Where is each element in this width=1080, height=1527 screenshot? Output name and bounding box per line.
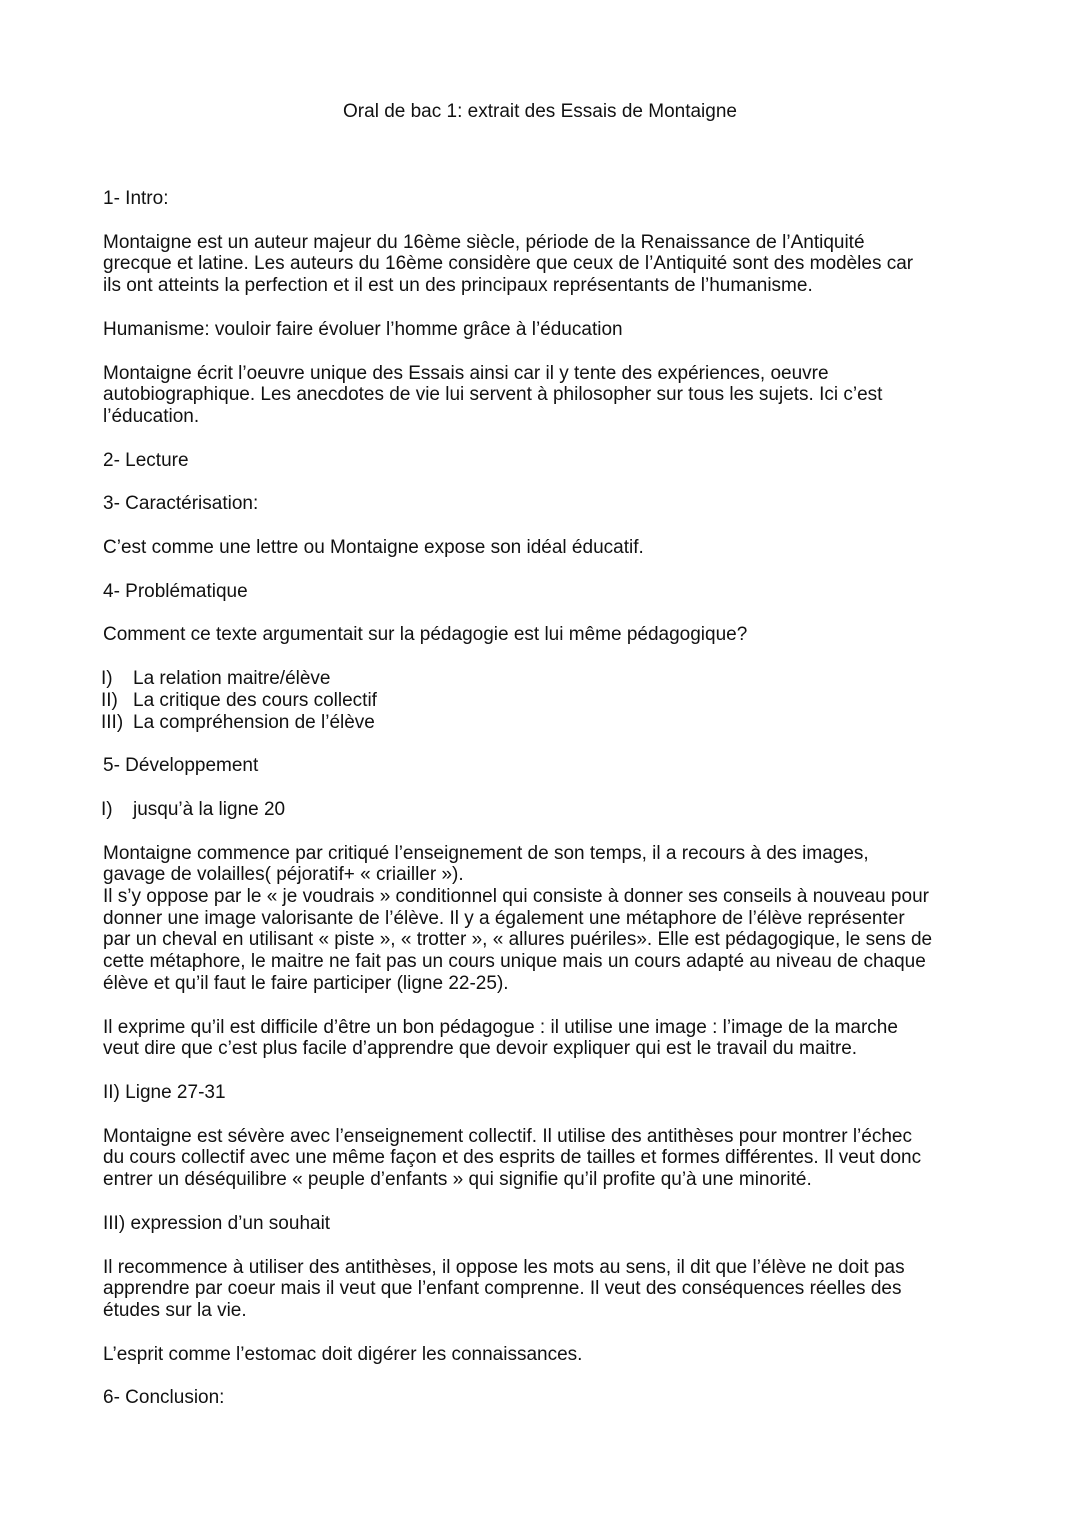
plan-item-number: III) xyxy=(101,711,124,733)
text-line: autobiographique. Les anecdotes de vie lui servent à philosopher sur tous les sujets. Ici c’est xyxy=(103,384,883,406)
part3-heading: III) expression d’un souhait xyxy=(103,1212,331,1234)
conclusion-heading: 6- Conclusion: xyxy=(103,1387,225,1409)
plan-item xyxy=(101,712,1003,734)
problematique-paragraph: Comment ce texte argumentait sur la pédagogie est lui même pédagogique? xyxy=(103,624,748,646)
developpement-heading: 5- Développement xyxy=(103,755,259,777)
document-body xyxy=(103,188,1003,1431)
text-line: élève et qu’il faut le faire participer (ligne 22-25). xyxy=(103,972,509,994)
part3-paragraph-2: L’esprit comme l’estomac doit digérer les connaissances. xyxy=(103,1343,583,1365)
text-line: Montaigne écrit l’oeuvre unique des Essais ainsi car il y tente des expériences, oeuvre xyxy=(103,362,829,384)
text-line: entrer un déséquilibre « peuple d’enfants » qui signifie qu’il profite qu’à une minorité. xyxy=(103,1169,812,1191)
intro-paragraph-1 xyxy=(103,232,1003,297)
intro-paragraph-3 xyxy=(103,363,1003,428)
part1-paragraph-2 xyxy=(103,1017,1003,1060)
text-line: du cours collectif avec une même façon et des esprits de tailles et formes différentes. Il veut donc xyxy=(103,1147,922,1169)
part1-paragraph-1 xyxy=(103,843,1003,995)
part2-paragraph xyxy=(103,1126,1003,1191)
text-line: apprendre par coeur mais il veut que l’enfant comprenne. Il veut des conséquences réelles des xyxy=(103,1278,902,1300)
plan-item-label: La relation maitre/élève xyxy=(133,668,331,690)
text-line: Montaigne est un auteur majeur du 16ème siècle, période de la Renaissance de l’Antiquité xyxy=(103,231,865,253)
text-line: Il exprime qu’il est difficile d’être un bon pédagogue : il utilise une image : l’image de la marche xyxy=(103,1016,898,1038)
part1-heading-label: jusqu’à la ligne 20 xyxy=(133,798,286,820)
document-title: Oral de bac 1: extrait des Essais de Montaigne xyxy=(343,101,737,122)
plan-item-number: I) xyxy=(101,668,113,690)
part3-paragraph-1 xyxy=(103,1257,1003,1322)
plan-item xyxy=(101,668,1003,690)
caracterisation-paragraph: C’est comme une lettre ou Montaigne expose son idéal éducatif. xyxy=(103,537,644,559)
text-line: Il recommence à utiliser des antithèses, il oppose les mots au sens, il dit que l’élève ne doit pas xyxy=(103,1256,905,1278)
text-line: cette métaphore, le maitre ne fait pas un cours unique mais un cours adapté au niveau de chaque xyxy=(103,951,926,973)
text-line: donner une image valorisante de l’élève. Il y a également une métaphore de l’élève représenter xyxy=(103,907,905,929)
plan-list xyxy=(101,668,1003,733)
plan-item-number: II) xyxy=(101,689,118,711)
intro-heading: 1- Intro: xyxy=(103,188,169,209)
text-line: Montaigne est sévère avec l’enseignement collectif. Il utilise des antithèses pour montrer l’échec xyxy=(103,1125,912,1147)
text-line: grecque et latine. Les auteurs du 16ème considère que ceux de l’Antiquité sont des modèles car xyxy=(103,253,914,275)
text-line: par un cheval en utilisant « piste », « trotter », « allures puériles». Elle est pédagogique, le sens de xyxy=(103,929,933,951)
text-line: gavage de volailles( péjoratif+ « criailler »). xyxy=(103,864,464,886)
text-line: veut dire que c’est plus facile d’apprendre que devoir expliquer qui est le travail du maitre. xyxy=(103,1038,858,1060)
caracterisation-heading: 3- Caractérisation: xyxy=(103,493,259,515)
lecture-heading: 2- Lecture xyxy=(103,449,189,471)
text-line: Il s’y oppose par le « je voudrais » conditionnel qui consiste à donner ses conseils à nouveau pour xyxy=(103,886,929,908)
text-line: l’éducation. xyxy=(103,405,200,427)
part1-heading xyxy=(101,799,1003,821)
part1-number: I) xyxy=(101,798,113,820)
plan-item-label: La compréhension de l’élève xyxy=(133,711,375,733)
text-line: Montaigne commence par critiqué l’enseignement de son temps, il a recours à des images, xyxy=(103,842,869,864)
intro-paragraph-2: Humanisme: vouloir faire évoluer l’homme grâce à l’éducation xyxy=(103,318,623,340)
part2-heading: II) Ligne 27-31 xyxy=(103,1081,226,1103)
problematique-heading: 4- Problématique xyxy=(103,580,248,602)
plan-item xyxy=(101,690,1003,712)
plan-item-label: La critique des cours collectif xyxy=(133,689,377,711)
text-line: ils ont atteints la perfection et il est un des principaux représentants de l’humanisme. xyxy=(103,275,813,297)
text-line: études sur la vie. xyxy=(103,1299,247,1321)
